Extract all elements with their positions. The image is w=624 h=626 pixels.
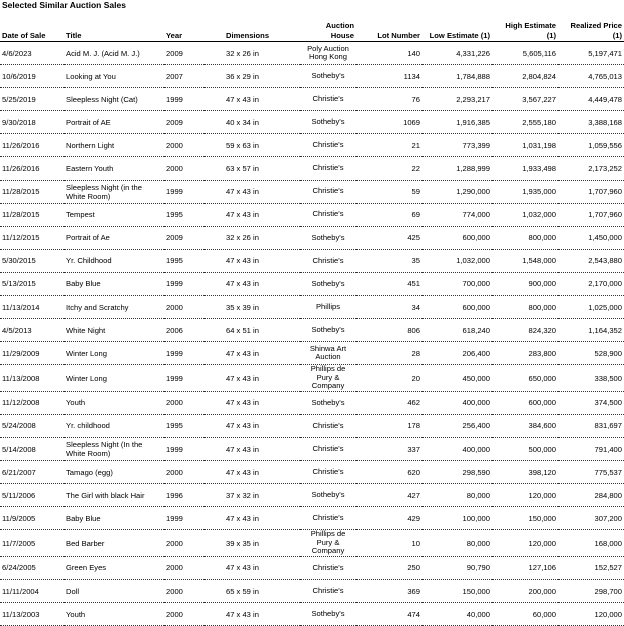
cell-high-estimate: 1,933,498 [492,157,558,180]
cell-high-estimate: 800,000 [492,226,558,249]
cell-high-estimate: 600,000 [492,391,558,414]
cell-year: 2009 [164,42,204,65]
cell-title: The Girl with black Hair [64,484,164,507]
cell-realized-price: 1,450,000 [558,226,624,249]
cell-lot-number: 35 [356,249,422,272]
cell-auction-house: Christie's [300,134,356,157]
cell-realized-price: 2,170,000 [558,272,624,295]
cell-low-estimate: 1,288,999 [422,157,492,180]
cell-low-estimate: 1,784,888 [422,65,492,88]
table-header-row [0,14,624,42]
cell-lot-number: 22 [356,157,422,180]
cell-year: 1999 [164,342,204,365]
cell-lot-number: 425 [356,226,422,249]
cell-date: 11/13/2003 [0,603,64,626]
cell-high-estimate: 900,000 [492,272,558,295]
cell-date: 11/11/2004 [0,579,64,602]
cell-low-estimate: 2,293,217 [422,88,492,111]
cell-year: 2009 [164,111,204,134]
cell-lot-number: 140 [356,42,422,65]
cell-realized-price: 1,164,352 [558,319,624,342]
cell-realized-price: 1,707,960 [558,203,624,226]
cell-dimensions: 32 x 26 in [204,42,300,65]
cell-title: Acid M. J. (Acid M. J.) [64,42,164,65]
cell-low-estimate: 150,000 [422,579,492,602]
cell-dimensions: 59 x 63 in [204,134,300,157]
cell-year: 2000 [164,134,204,157]
cell-auction-house: Sotheby's [300,65,356,88]
cell-auction-house: Phillips [300,296,356,319]
cell-auction-house: Sotheby's [300,391,356,414]
cell-high-estimate: 200,000 [492,579,558,602]
cell-date: 4/6/2023 [0,42,64,65]
cell-date: 6/24/2005 [0,556,64,579]
cell-lot-number: 474 [356,603,422,626]
cell-low-estimate: 1,290,000 [422,180,492,203]
cell-dimensions: 47 x 43 in [204,365,300,392]
cell-dimensions: 39 x 35 in [204,530,300,557]
cell-year: 1995 [164,203,204,226]
cell-lot-number: 337 [356,438,422,461]
cell-dimensions: 47 x 43 in [204,507,300,530]
cell-title: Doll [64,579,164,602]
cell-date: 11/13/2008 [0,365,64,392]
cell-realized-price: 298,700 [558,579,624,602]
cell-high-estimate: 824,320 [492,319,558,342]
cell-high-estimate: 1,031,198 [492,134,558,157]
cell-year: 2000 [164,603,204,626]
cell-low-estimate: 600,000 [422,226,492,249]
cell-year: 2000 [164,157,204,180]
cell-lot-number: 178 [356,414,422,437]
cell-dimensions: 32 x 26 in [204,226,300,249]
table-row [0,507,624,530]
cell-low-estimate: 700,000 [422,272,492,295]
cell-lot-number: 69 [356,203,422,226]
cell-high-estimate: 2,555,180 [492,111,558,134]
cell-realized-price: 284,800 [558,484,624,507]
cell-dimensions: 47 x 43 in [204,603,300,626]
cell-lot-number: 369 [356,579,422,602]
cell-high-estimate: 127,106 [492,556,558,579]
cell-auction-house: Christie's [300,249,356,272]
cell-year: 2000 [164,579,204,602]
cell-dimensions: 47 x 43 in [204,272,300,295]
cell-dimensions: 47 x 43 in [204,556,300,579]
cell-date: 6/21/2007 [0,461,64,484]
cell-low-estimate: 774,000 [422,203,492,226]
cell-lot-number: 1134 [356,65,422,88]
cell-realized-price: 775,537 [558,461,624,484]
cell-date: 11/12/2015 [0,226,64,249]
header-dimensions: Dimensions [204,14,300,42]
cell-auction-house: Sotheby's [300,226,356,249]
cell-dimensions: 35 x 39 in [204,296,300,319]
cell-title: Baby Blue [64,507,164,530]
cell-dimensions: 47 x 43 in [204,249,300,272]
cell-dimensions: 47 x 43 in [204,180,300,203]
cell-year: 2006 [164,319,204,342]
cell-high-estimate: 3,567,227 [492,88,558,111]
table-row [0,530,624,557]
cell-year: 1999 [164,272,204,295]
header-auction-house: Auction House [300,14,356,42]
cell-date: 5/14/2008 [0,438,64,461]
cell-high-estimate: 650,000 [492,365,558,392]
cell-title: Winter Long [64,365,164,392]
cell-high-estimate: 800,000 [492,296,558,319]
cell-dimensions: 47 x 43 in [204,88,300,111]
cell-auction-house: Christie's [300,157,356,180]
cell-lot-number: 34 [356,296,422,319]
cell-lot-number: 427 [356,484,422,507]
cell-date: 11/26/2016 [0,134,64,157]
cell-title: Eastern Youth [64,157,164,180]
cell-low-estimate: 400,000 [422,391,492,414]
cell-date: 4/5/2013 [0,319,64,342]
cell-title: Winter Long [64,342,164,365]
cell-low-estimate: 773,399 [422,134,492,157]
cell-title: Yr. childhood [64,414,164,437]
cell-low-estimate: 80,000 [422,530,492,557]
cell-high-estimate: 398,120 [492,461,558,484]
cell-date: 11/13/2014 [0,296,64,319]
table-row [0,180,624,203]
cell-date: 11/9/2005 [0,507,64,530]
cell-low-estimate: 100,000 [422,507,492,530]
cell-date: 11/26/2016 [0,157,64,180]
cell-low-estimate: 40,000 [422,603,492,626]
cell-dimensions: 36 x 29 in [204,65,300,88]
cell-dimensions: 47 x 43 in [204,203,300,226]
cell-realized-price: 2,543,880 [558,249,624,272]
cell-dimensions: 40 x 34 in [204,111,300,134]
cell-realized-price: 5,197,471 [558,42,624,65]
cell-date: 11/28/2015 [0,180,64,203]
table-row [0,226,624,249]
table-row [0,438,624,461]
cell-title: Yr. Childhood [64,249,164,272]
cell-lot-number: 250 [356,556,422,579]
cell-dimensions: 47 x 43 in [204,414,300,437]
cell-high-estimate: 1,935,000 [492,180,558,203]
header-date: Date of Sale [0,14,64,42]
cell-title: Tempest [64,203,164,226]
cell-title: Northern Light [64,134,164,157]
cell-auction-house: Christie's [300,180,356,203]
cell-high-estimate: 384,600 [492,414,558,437]
header-realized-price: Realized Price (1) [558,14,624,42]
cell-realized-price: 152,527 [558,556,624,579]
cell-year: 1995 [164,414,204,437]
cell-dimensions: 64 x 51 in [204,319,300,342]
cell-year: 1996 [164,484,204,507]
table-row [0,42,624,65]
cell-auction-house: Christie's [300,414,356,437]
header-high-estimate: High Estimate (1) [492,14,558,42]
cell-high-estimate: 60,000 [492,603,558,626]
cell-low-estimate: 600,000 [422,296,492,319]
cell-lot-number: 451 [356,272,422,295]
table-row [0,342,624,365]
cell-auction-house: Phillips de Pury & Company [300,365,356,392]
cell-title: Green Eyes [64,556,164,579]
cell-date: 5/25/2019 [0,88,64,111]
cell-date: 11/12/2008 [0,391,64,414]
cell-year: 2000 [164,391,204,414]
header-title: Title [64,14,164,42]
cell-dimensions: 47 x 43 in [204,438,300,461]
auction-sales-table [0,14,624,626]
cell-auction-house: Sotheby's [300,272,356,295]
cell-title: Sleepless Night (Cat) [64,88,164,111]
cell-date: 9/30/2018 [0,111,64,134]
cell-realized-price: 1,025,000 [558,296,624,319]
cell-low-estimate: 80,000 [422,484,492,507]
table-row [0,391,624,414]
cell-low-estimate: 206,400 [422,342,492,365]
cell-date: 5/30/2015 [0,249,64,272]
cell-low-estimate: 298,590 [422,461,492,484]
table-row [0,272,624,295]
cell-date: 11/7/2005 [0,530,64,557]
table-row [0,157,624,180]
table-row [0,88,624,111]
cell-year: 1999 [164,88,204,111]
table-row [0,134,624,157]
cell-dimensions: 37 x 32 in [204,484,300,507]
cell-lot-number: 429 [356,507,422,530]
cell-high-estimate: 1,548,000 [492,249,558,272]
table-row [0,203,624,226]
cell-realized-price: 120,000 [558,603,624,626]
cell-lot-number: 10 [356,530,422,557]
cell-date: 11/29/2009 [0,342,64,365]
cell-date: 5/24/2008 [0,414,64,437]
cell-auction-house: Sotheby's [300,484,356,507]
cell-high-estimate: 2,804,824 [492,65,558,88]
cell-year: 1999 [164,438,204,461]
cell-title: Sleepless Night (in the White Room) [64,180,164,203]
cell-dimensions: 65 x 59 in [204,579,300,602]
cell-auction-house: Christie's [300,88,356,111]
cell-year: 2000 [164,461,204,484]
cell-realized-price: 528,900 [558,342,624,365]
table-row [0,111,624,134]
cell-low-estimate: 400,000 [422,438,492,461]
cell-date: 5/13/2015 [0,272,64,295]
cell-auction-house: Sotheby's [300,111,356,134]
cell-date: 5/11/2006 [0,484,64,507]
cell-auction-house: Christie's [300,438,356,461]
cell-auction-house: Christie's [300,507,356,530]
cell-year: 2009 [164,226,204,249]
table-row [0,579,624,602]
cell-low-estimate: 618,240 [422,319,492,342]
cell-dimensions: 47 x 43 in [204,342,300,365]
cell-realized-price: 4,449,478 [558,88,624,111]
cell-realized-price: 1,059,556 [558,134,624,157]
cell-high-estimate: 1,032,000 [492,203,558,226]
cell-title: Portrait of Ae [64,226,164,249]
cell-year: 2007 [164,65,204,88]
table-row [0,319,624,342]
cell-lot-number: 20 [356,365,422,392]
cell-dimensions: 47 x 43 in [204,391,300,414]
cell-title: Itchy and Scratchy [64,296,164,319]
cell-title: Bed Barber [64,530,164,557]
cell-realized-price: 168,000 [558,530,624,557]
cell-year: 2000 [164,556,204,579]
table-row [0,484,624,507]
cell-high-estimate: 5,605,116 [492,42,558,65]
cell-realized-price: 831,697 [558,414,624,437]
cell-auction-house: Christie's [300,461,356,484]
cell-auction-house: Sotheby's [300,603,356,626]
cell-low-estimate: 1,916,385 [422,111,492,134]
table-row [0,365,624,392]
cell-date: 10/6/2019 [0,65,64,88]
cell-lot-number: 462 [356,391,422,414]
cell-low-estimate: 4,331,226 [422,42,492,65]
cell-auction-house: Christie's [300,579,356,602]
cell-auction-house: Sotheby's [300,319,356,342]
cell-high-estimate: 120,000 [492,484,558,507]
cell-high-estimate: 283,800 [492,342,558,365]
header-year: Year [164,14,204,42]
cell-auction-house: Shinwa Art Auction [300,342,356,365]
cell-title: Youth [64,391,164,414]
cell-dimensions: 47 x 43 in [204,461,300,484]
cell-low-estimate: 450,000 [422,365,492,392]
cell-lot-number: 28 [356,342,422,365]
cell-year: 1999 [164,180,204,203]
cell-realized-price: 2,173,252 [558,157,624,180]
cell-lot-number: 620 [356,461,422,484]
section-title: Selected Similar Auction Sales [2,0,126,10]
cell-realized-price: 1,707,960 [558,180,624,203]
cell-title: Tamago (egg) [64,461,164,484]
header-low-estimate: Low Estimate (1) [422,14,492,42]
table-row [0,65,624,88]
cell-date: 11/28/2015 [0,203,64,226]
cell-auction-house: Christie's [300,203,356,226]
cell-lot-number: 76 [356,88,422,111]
cell-realized-price: 307,200 [558,507,624,530]
table-row [0,296,624,319]
cell-auction-house: Poly Auction Hong Kong [300,42,356,65]
cell-title: Baby Blue [64,272,164,295]
cell-year: 2000 [164,530,204,557]
table-row [0,461,624,484]
cell-lot-number: 21 [356,134,422,157]
table-row [0,249,624,272]
header-lot-number: Lot Number [356,14,422,42]
cell-low-estimate: 90,790 [422,556,492,579]
cell-high-estimate: 500,000 [492,438,558,461]
cell-year: 1999 [164,507,204,530]
cell-high-estimate: 120,000 [492,530,558,557]
cell-high-estimate: 150,000 [492,507,558,530]
cell-year: 1995 [164,249,204,272]
cell-realized-price: 338,500 [558,365,624,392]
cell-lot-number: 59 [356,180,422,203]
table-row [0,556,624,579]
cell-title: Portrait of AE [64,111,164,134]
cell-low-estimate: 1,032,000 [422,249,492,272]
cell-year: 1999 [164,365,204,392]
table-row [0,603,624,626]
cell-year: 2000 [164,296,204,319]
cell-title: Youth [64,603,164,626]
cell-lot-number: 1069 [356,111,422,134]
cell-realized-price: 3,388,168 [558,111,624,134]
cell-dimensions: 63 x 57 in [204,157,300,180]
cell-realized-price: 791,400 [558,438,624,461]
cell-realized-price: 4,765,013 [558,65,624,88]
cell-title: White Night [64,319,164,342]
cell-realized-price: 374,500 [558,391,624,414]
cell-auction-house: Phillips de Pury & Company [300,530,356,557]
cell-auction-house: Christie's [300,556,356,579]
cell-title: Sleepless Night (In the White Room) [64,438,164,461]
cell-title: Looking at You [64,65,164,88]
table-row [0,414,624,437]
cell-low-estimate: 256,400 [422,414,492,437]
cell-lot-number: 806 [356,319,422,342]
